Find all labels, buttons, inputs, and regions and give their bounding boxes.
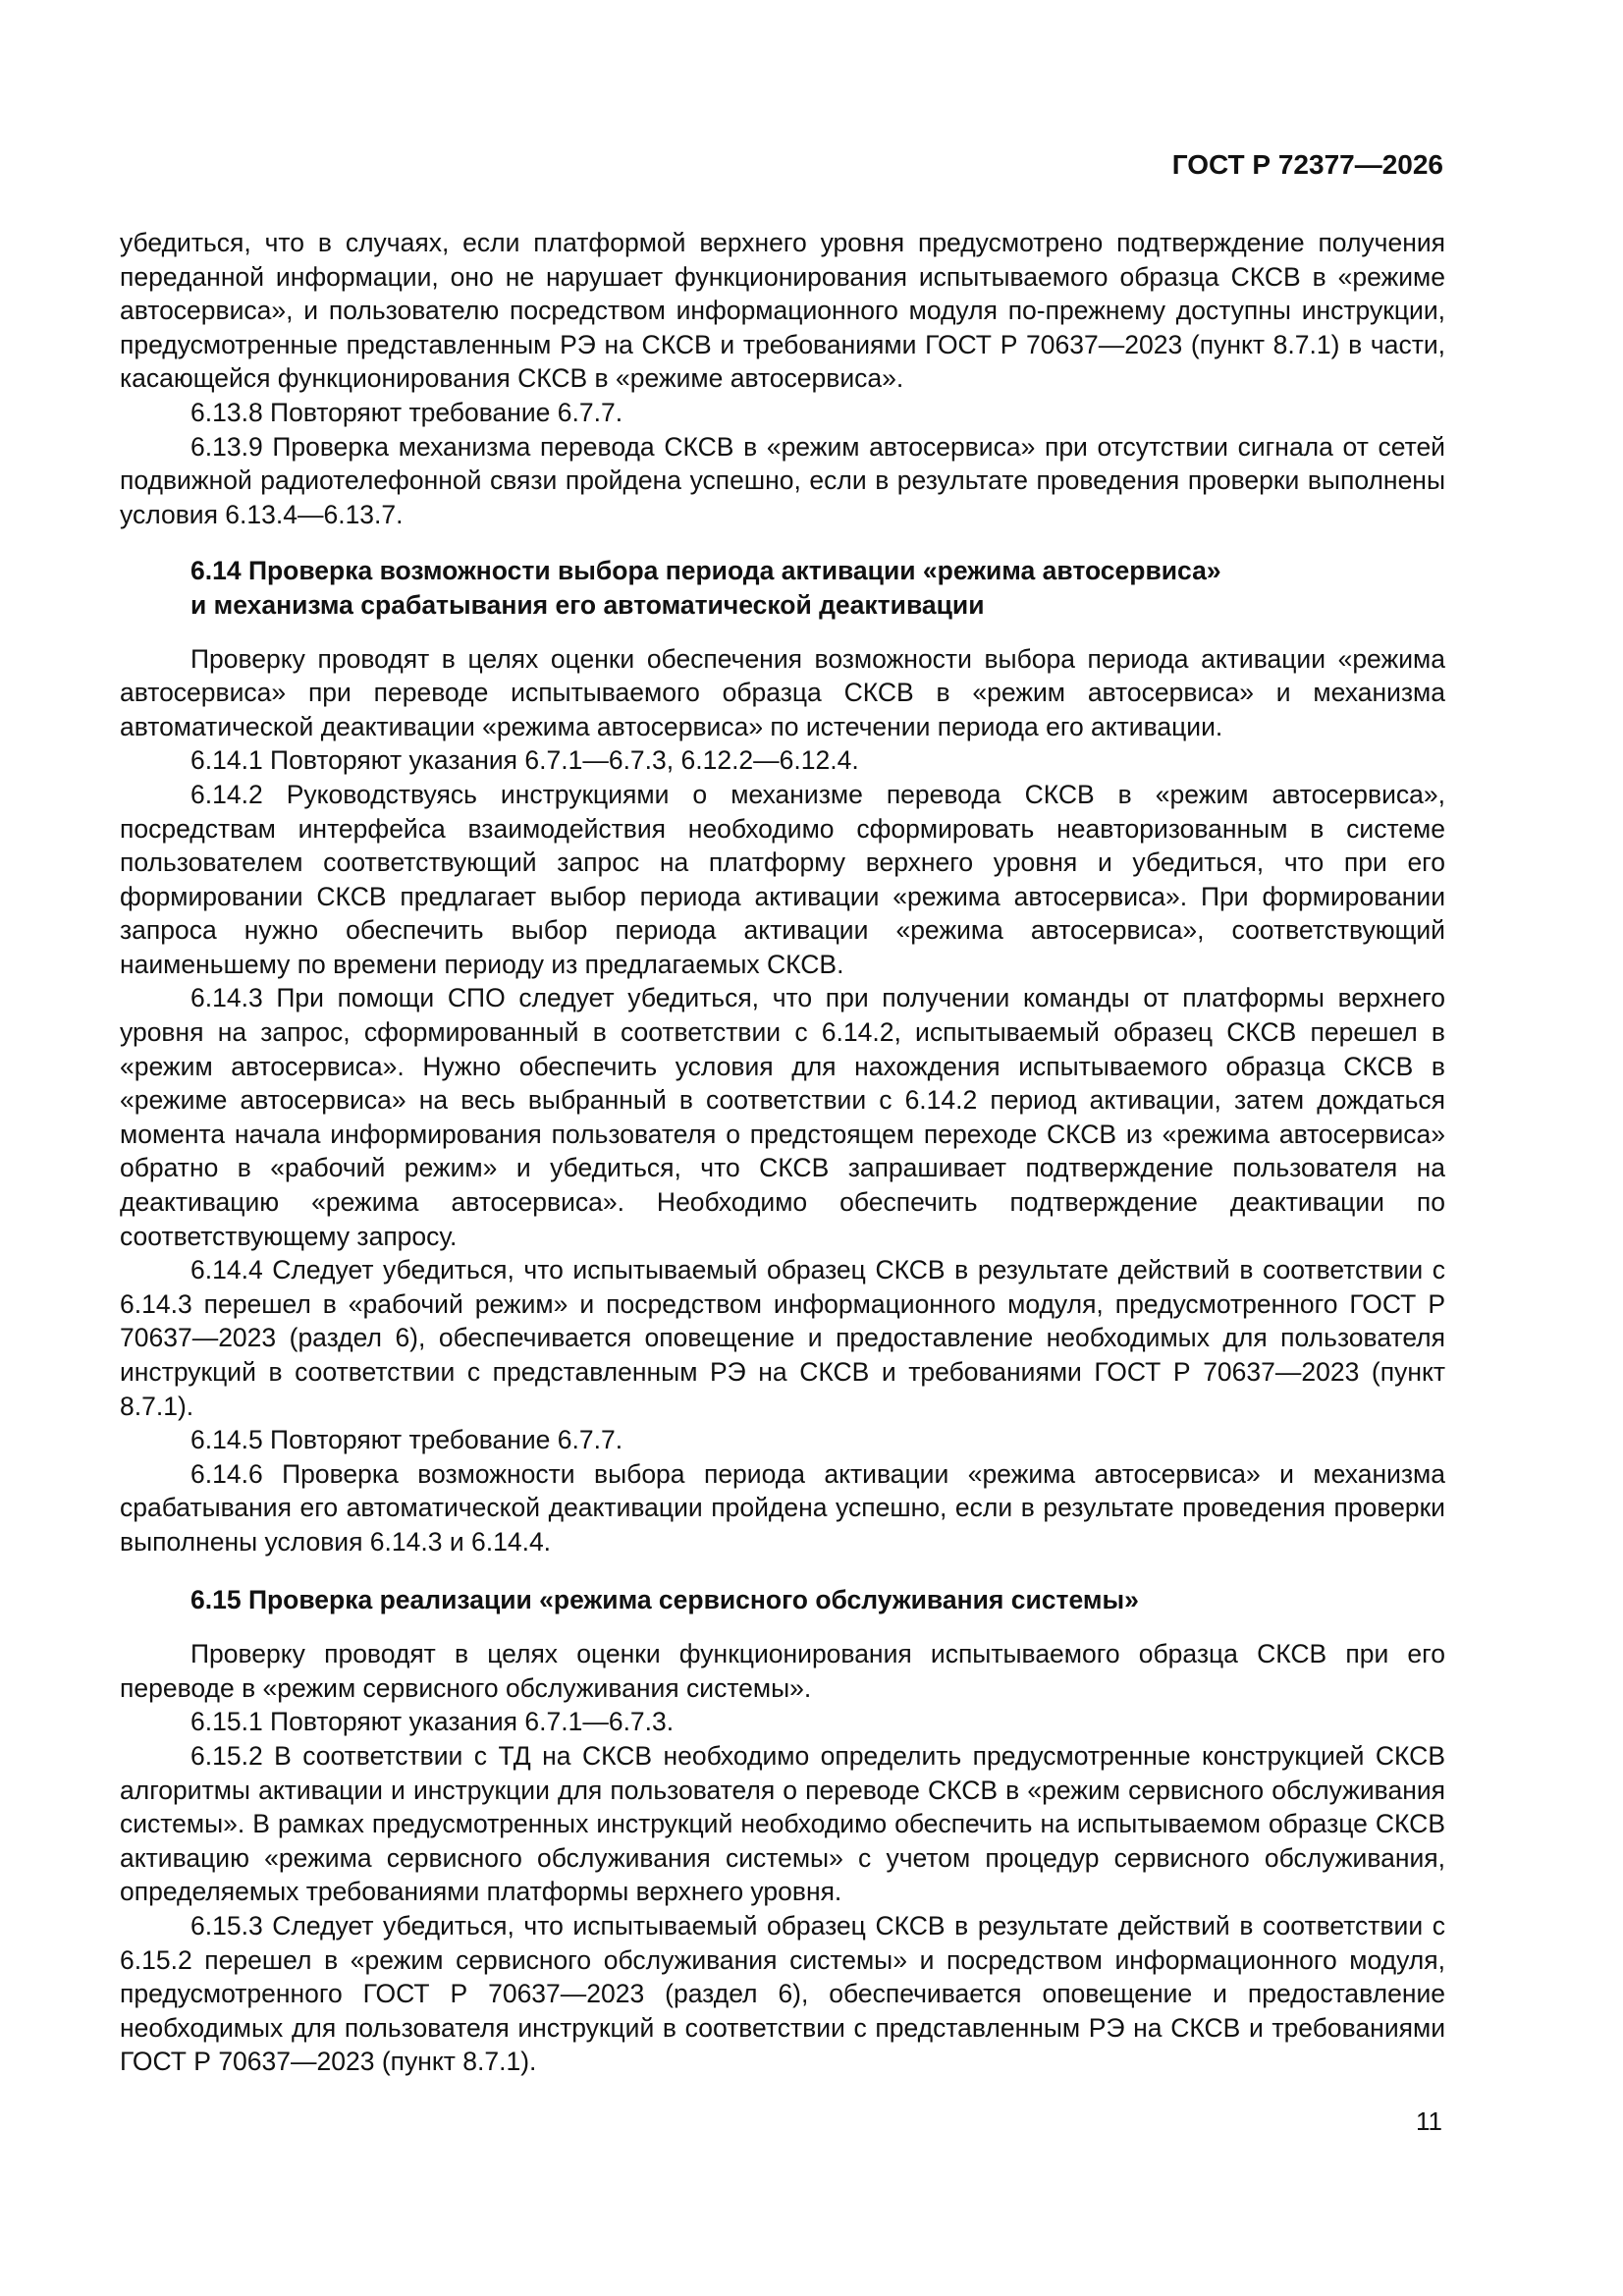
document-body [120, 226, 1445, 2079]
paragraph: убедиться, что в случаях, если платформой верхнего уровня предусмотрено подтверждение получения переданной информации, оно не нарушает функционирования испытываемого образца СКСВ в «режиме автосервиса», и пользователю посредством информационного модуля по-прежнему доступны инструкции, предусмотренные представленным РЭ на СКСВ и требованиями ГОСТ Р 70637—2023 (пункт 8.7.1) в части, касающейся функционирования СКСВ в «режиме автосервиса». [120, 228, 1445, 394]
paragraph: 6.15.3 Следует убедиться, что испытываемый образец СКСВ в результате действий в соответствии с 6.15.2 перешел в «режим сервисного обслуживания системы» и посредством информационного модуля, предусмотренного ГОСТ Р 70637—2023 (раздел 6), обеспечивается оповещение и предоставление необходимых для пользователя инструкций в соответствии с представленным РЭ на СКСВ и требованиями ГОСТ Р 70637—2023 (пункт 8.7.1). [120, 1910, 1445, 2077]
heading-line: и механизма срабатывания его автоматической деактивации [190, 589, 985, 620]
paragraph: Проверку проводят в целях оценки обеспечения возможности выбора периода активации «режима автосервиса» при переводе испытываемого образца СКСВ в «режим автосервиса» и механизма автоматической деактивации «режима автосервиса» по истечении периода его активации. [120, 643, 1445, 741]
paragraph: Проверку проводят в целях оценки функционирования испытываемого образца СКСВ при его переводе в «режим сервисного обслуживания системы». [120, 1639, 1445, 1703]
paragraph: 6.15.1 Повторяют указания 6.7.1—6.7.3. [190, 1707, 675, 1737]
heading-line: 6.14 Проверка возможности выбора периода активации «режима автосервиса» [190, 556, 1221, 586]
paragraph: 6.14.3 При помощи СПО следует убедиться, что при получении команды от платформы верхнего уровня на запрос, сформированный в соответствии с 6.14.2, испытываемый образец СКСВ перешел в «режим автосервиса». Нужно обеспечить условия для нахождения испытываемого образца СКСВ в «режиме автосервиса» на весь выбранный в соответствии с 6.14.2 период активации, затем дождаться момента начала информирования пользователя о предстоящем переходе СКСВ из «режима автосервиса» обратно в «рабочий режим» и убедиться, что СКСВ запрашивает подтверждение пользователя на деактивацию «режима автосервиса». Необходимо обеспечить подтверждение деактивации по соответствующему запросу. [120, 983, 1445, 1251]
paragraph: 6.14.1 Повторяют указания 6.7.1—6.7.3, 6.12.2—6.12.4. [190, 745, 859, 776]
paragraph: 6.14.5 Повторяют требование 6.7.7. [190, 1425, 623, 1455]
paragraph: 6.14.6 Проверка возможности выбора периода активации «режима автосервиса» и механизма срабатывания его автоматической деактивации пройдена успешно, если в результате проведения проверки выполнены условия 6.14.3 и 6.14.4. [120, 1458, 1445, 1557]
section-heading-6-15: 6.15 Проверка реализации «режима сервисного обслуживания системы» [190, 1584, 1139, 1614]
paragraph: 6.13.9 Проверка механизма перевода СКСВ в «режим автосервиса» при отсутствии сигнала от сетей подвижной радиотелефонной связи пройдена успешно, если в результате проведения проверки выполнены условия 6.13.4—6.13.7. [120, 431, 1445, 529]
paragraph: 6.14.4 Следует убедиться, что испытываемый образец СКСВ в результате действий в соответствии с 6.14.3 перешел в «рабочий режим» и посредством информационного модуля, предусмотренного ГОСТ Р 70637—2023 (раздел 6), обеспечивается оповещение и предоставление необходимых для пользователя инструкций в соответствии с представленным РЭ на СКСВ и требованиями ГОСТ Р 70637—2023 (пункт 8.7.1). [120, 1255, 1445, 1421]
paragraph: 6.15.2 В соответствии с ТД на СКСВ необходимо определить предусмотренные конструкцией СКСВ алгоритмы активации и инструкции для пользователя о переводе СКСВ в «режим сервисного обслуживания системы». В рамках предусмотренных инструкций необходимо обеспечить на испытываемом образце СКСВ активацию «режима сервисного обслуживания системы» с учетом процедур сервисного обслуживания, определяемых требованиями платформы верхнего уровня. [120, 1740, 1445, 1907]
page-number: 11 [1416, 2106, 1442, 2136]
paragraph: 6.13.8 Повторяют требование 6.7.7. [190, 397, 623, 427]
section-heading-6-14 [120, 554, 1445, 622]
paragraph: 6.14.2 Руководствуясь инструкциями о механизме перевода СКСВ в «режим автосервиса», посредствам интерфейса взаимодействия необходимо сформировать неавторизованным в системе пользователем соответствующий запрос на платформу верхнего уровня и убедиться, что при его формировании СКСВ предлагает выбор периода активации «режима автосервиса». При формировании запроса нужно обеспечить выбор периода активации «режима автосервиса», соответствующий наименьшему по времени периоду из предлагаемых СКСВ. [120, 779, 1445, 979]
document-code: ГОСТ Р 72377—2026 [1171, 149, 1443, 180]
